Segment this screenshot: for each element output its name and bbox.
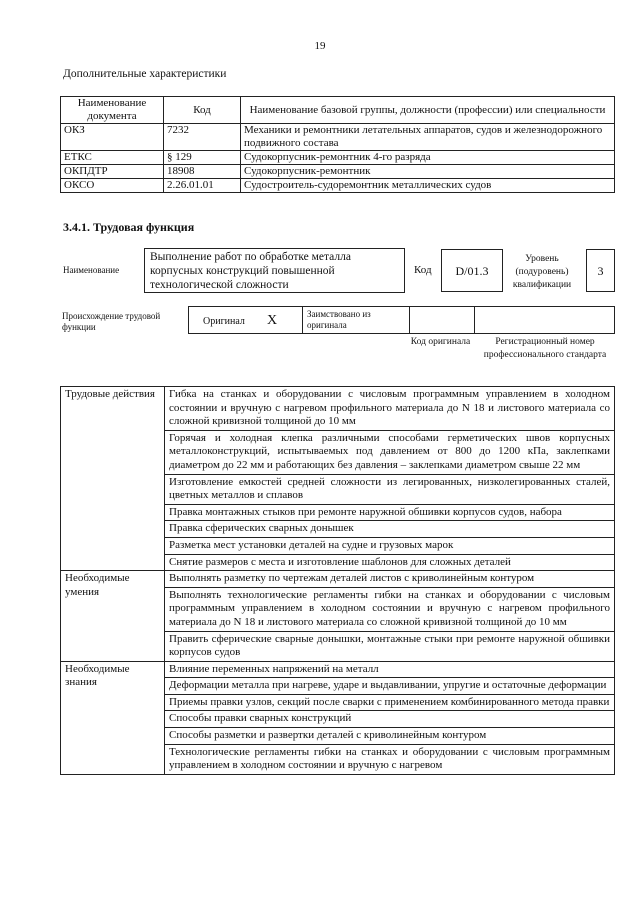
original-label: Оригинал — [203, 316, 245, 327]
table-row — [61, 387, 615, 431]
cell-code: 18908 — [164, 165, 241, 179]
origin-frame — [188, 306, 615, 334]
category-skills: Необходимые умения — [61, 571, 165, 662]
table-header-row — [61, 97, 615, 124]
cell-doc: ОКПДТР — [61, 165, 164, 179]
function-code-box: D/01.3 — [441, 249, 503, 292]
list-item: Влияние переменных напряжений на металл — [165, 661, 615, 678]
original-mark: X — [267, 313, 278, 328]
list-item: Деформации металла при нагреве, ударе и выдавливании, упругие и остаточные деформации — [165, 678, 615, 695]
table-row — [61, 151, 615, 165]
cell-doc: ОКСО — [61, 179, 164, 193]
cell-name: Судостроитель-судоремонтник металлических судов — [241, 179, 615, 193]
list-item: Выполнять разметку по чертежам деталей листов с криволинейным контуром — [165, 571, 615, 588]
cell-code: 2.26.01.01 — [164, 179, 241, 193]
page-number: 19 — [314, 40, 326, 52]
origin-label: Происхождение трудовой функции — [62, 311, 161, 332]
header-name: Наименование базовой группы, должности (профессии) или специальности — [241, 97, 615, 124]
header-doc: Наименование документа — [61, 97, 164, 124]
list-item: Приемы правки узлов, секций после сварки с применением комбинированного метода правки — [165, 694, 615, 711]
list-item: Способы разметки и развертки деталей с криволинейным контуром — [165, 728, 615, 745]
level-label: Уровень (подуровень) квалификации — [512, 254, 572, 290]
additional-characteristics-title: Дополнительные характеристики — [63, 68, 227, 80]
cell-code: § 129 — [164, 151, 241, 165]
function-name-label: Наименование — [63, 265, 120, 275]
list-item: Править сферические сварные донышки, монтажные стыки при ремонте наружной обшивки корпусов судов — [165, 631, 615, 661]
list-item: Горячая и холодная клепка различными способами герметических швов корпусных металлоконструкций, испытываемых под давлением от 800 до 1200 кПа, заклепками диаметром до 22 мм и работающих без давления – заклепками диаметром свыше 22 мм — [165, 430, 615, 474]
reg-number-caption: Регистрационный номер профессионального стандарта — [483, 337, 607, 360]
cell-doc: ОКЗ — [61, 124, 164, 151]
list-item: Правка сферических сварных донышек — [165, 521, 615, 538]
function-name-box: Выполнение работ по обработке металла корпусных конструкций повышенной технологической сложности — [144, 248, 405, 293]
cell-code: 7232 — [164, 124, 241, 151]
list-item: Технологические регламенты гибки на станках и оборудовании с числовым программным управлением в холодном состоянии и вручную с нагревом — [165, 744, 615, 774]
function-code-label: Код — [414, 264, 432, 276]
cell-name: Судокорпусник-ремонтник 4-го разряда — [241, 151, 615, 165]
list-item: Способы правки сварных конструкций — [165, 711, 615, 728]
origin-divider-3 — [474, 306, 475, 334]
cell-doc: ЕТКС — [61, 151, 164, 165]
labor-function-table — [60, 386, 615, 775]
list-item: Снятие размеров с места и изготовление шаблонов для сложных деталей — [165, 554, 615, 571]
cell-name: Механики и ремонтники летательных аппаратов, судов и железнодорожного подвижного состава — [241, 124, 615, 151]
level-box: 3 — [586, 249, 615, 292]
header-code: Код — [164, 97, 241, 124]
table-row — [61, 661, 615, 678]
cell-name: Судокорпусник-ремонтник — [241, 165, 615, 179]
category-actions: Трудовые действия — [61, 387, 165, 571]
function-heading: 3.4.1. Трудовая функция — [63, 220, 195, 234]
table-row — [61, 571, 615, 588]
list-item: Выполнять технологические регламенты гибки на станках и оборудовании с числовым программным управлением в холодном состоянии и вручную с нагревом профильного материала до N 18 и листового материала со сложной кривизной толщиной до 10 мм — [165, 587, 615, 631]
borrowed-label: Заимствовано из оригинала — [307, 309, 371, 330]
table-row — [61, 165, 615, 179]
table-row — [61, 124, 615, 151]
list-item: Гибка на станках и оборудовании с числовым программным управлением в холодном состоянии и вручную с нагревом профильного материала до N 18 и листового материала со сложной кривизной толщиной до 10 мм — [165, 387, 615, 431]
origin-divider-1 — [302, 306, 303, 334]
list-item: Правка монтажных стыков при ремонте наружной обшивки корпусов судов, набора — [165, 504, 615, 521]
characteristics-table — [60, 96, 615, 193]
list-item: Изготовление емкостей средней сложности из легированных, низколегированных сталей, цветных металлов и сплавов — [165, 474, 615, 504]
category-knowledge: Необходимые знания — [61, 661, 165, 774]
list-item: Разметка мест установки деталей на судне и грузовых марок — [165, 537, 615, 554]
code-original-caption: Код оригинала — [410, 337, 471, 347]
origin-divider-2 — [409, 306, 410, 334]
table-row — [61, 179, 615, 193]
